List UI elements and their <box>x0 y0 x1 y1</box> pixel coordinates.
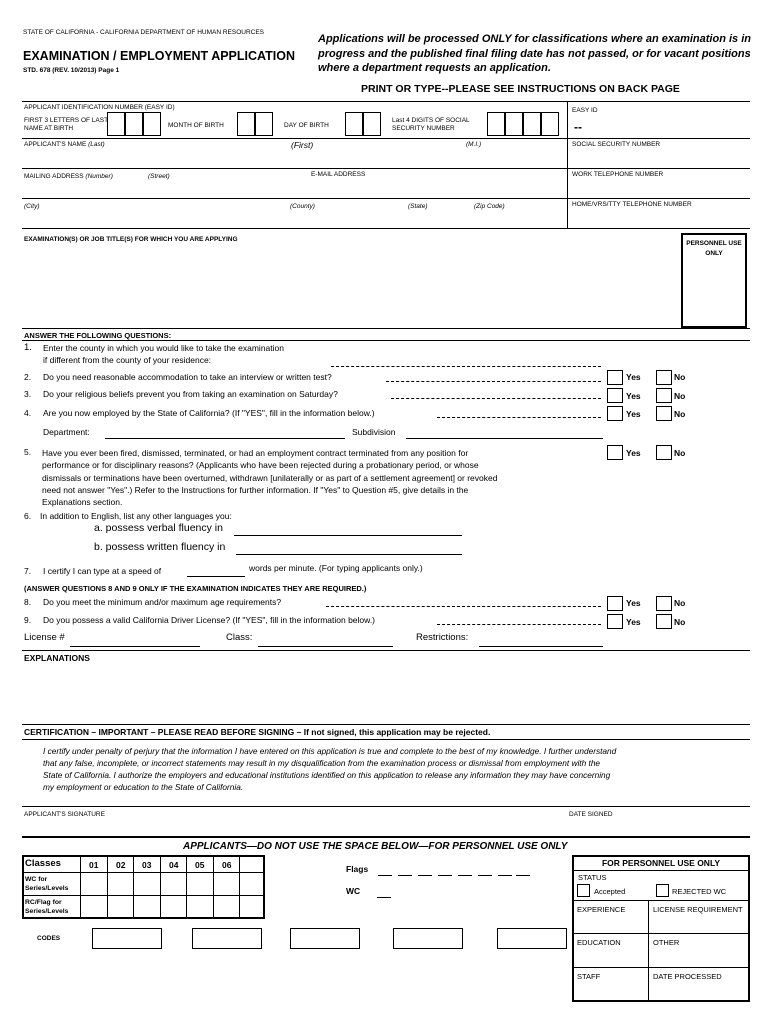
class-label: Class: <box>226 632 253 643</box>
row-divider <box>22 806 750 807</box>
ssn4-label: Last 4 DIGITS OF SOCIAL SECURITY NUMBER <box>392 117 470 132</box>
q3-text: Do your religious beliefs prevent you from taking an examination on Saturday? <box>43 389 338 399</box>
class-col-01: 01 <box>89 860 99 870</box>
restrictions-label: Restrictions: <box>416 632 469 643</box>
department-label: Department: <box>43 427 90 437</box>
q5-yes-label: Yes <box>626 448 641 458</box>
q3-no-checkbox[interactable] <box>656 388 672 403</box>
q3-yes-label: Yes <box>626 391 641 401</box>
agency-name: STATE OF CALIFORNIA - CALIFORNIA DEPARTMENT OF HUMAN RESOURCES <box>23 29 265 36</box>
ssn-label: SOCIAL SECURITY NUMBER <box>572 141 661 148</box>
q7-number: 7. <box>24 566 32 576</box>
flag-slot[interactable] <box>418 875 432 876</box>
day-label: DAY OF BIRTH <box>284 122 329 129</box>
class-col-02: 02 <box>116 860 126 870</box>
certification-line: State of California. I authorize the employers and educational institutions identified on this application to release any information they may have concerning <box>43 770 611 780</box>
classes-col-divider <box>80 855 81 919</box>
grid-top-border <box>22 101 750 102</box>
experience-label: EXPERIENCE <box>577 905 626 914</box>
q4-no-checkbox[interactable] <box>656 406 672 421</box>
flag-slot[interactable] <box>478 875 492 876</box>
form-number: STD. 678 (REV. 10/2013) Page 1 <box>23 67 120 74</box>
q5-yes-checkbox[interactable] <box>607 445 623 460</box>
flags-label: Flags <box>346 864 369 874</box>
ssn4-digit-2[interactable] <box>505 112 523 136</box>
q9-no-checkbox[interactable] <box>656 614 672 629</box>
rc-flag-label: RC/Flag for Series/Levels <box>25 899 69 915</box>
certification-line: that any false, incomplete, or incorrect statements may result in my disqualification from the examination process or dismissal from employment with the <box>43 758 601 768</box>
ssn4-digit-1[interactable] <box>487 112 505 136</box>
subdivision-field[interactable] <box>406 438 603 439</box>
zip-label: (Zip Code) <box>474 203 505 210</box>
q9-text: Do you possess a valid California Driver License? (If "YES", fill in the information below.) <box>43 615 376 625</box>
panel-divider <box>572 870 750 871</box>
panel-divider <box>572 967 750 968</box>
form-title: EXAMINATION / EMPLOYMENT APPLICATION <box>23 49 295 63</box>
flag-slot[interactable] <box>458 875 472 876</box>
code-box[interactable] <box>290 928 360 949</box>
q2-yes-checkbox[interactable] <box>607 370 623 385</box>
ssn4-digit-3[interactable] <box>523 112 541 136</box>
q2-no-checkbox[interactable] <box>656 370 672 385</box>
row-divider <box>22 650 750 651</box>
signature-field[interactable] <box>140 808 560 832</box>
certification-text <box>43 745 748 793</box>
q9-leader <box>437 624 601 625</box>
q2-yes-label: Yes <box>626 372 641 382</box>
q6b-field[interactable] <box>236 554 462 555</box>
first3-label: FIRST 3 LETTERS OF LAST NAME AT BIRTH <box>24 117 108 132</box>
education-label: EDUCATION <box>577 938 621 947</box>
accepted-label: Accepted <box>594 887 626 896</box>
row-divider <box>22 228 750 229</box>
q3-leader <box>391 398 601 399</box>
mailing-street: (Street) <box>148 173 170 180</box>
classes-col-divider <box>160 855 161 919</box>
row-divider <box>22 724 750 725</box>
q5-line: performance or for disciplinary reasons? (Applicants who have been rejected during a probationary period, or whose <box>42 460 479 471</box>
q4-no-label: No <box>674 409 686 419</box>
license-requirement-label: LICENSE REQUIREMENT <box>653 905 743 914</box>
q8-number: 8. <box>24 597 32 607</box>
q8-no-checkbox[interactable] <box>656 596 672 611</box>
q5-number: 5. <box>24 447 32 457</box>
q8-yes-checkbox[interactable] <box>607 596 623 611</box>
license-class-field[interactable] <box>258 646 393 647</box>
flag-slot[interactable] <box>378 875 392 876</box>
panel-divider <box>572 933 750 934</box>
q2-leader <box>386 381 601 382</box>
classes-row-divider <box>22 872 265 873</box>
q5-line: Explanations section. <box>42 497 123 508</box>
q9-number: 9. <box>24 615 32 625</box>
mailing-label-text: MAILING ADDRESS <box>24 173 84 180</box>
certification-line: my employment or education to the State of California. <box>43 782 244 792</box>
q1-line2: if different from the county of your residence: <box>43 355 212 365</box>
status-label: STATUS <box>578 873 607 882</box>
classes-row-divider <box>22 895 265 896</box>
q9-yes-label: Yes <box>626 617 641 627</box>
q8-yes-label: Yes <box>626 598 641 608</box>
other-label: OTHER <box>653 938 680 947</box>
mailing-number: (Number) <box>85 173 113 180</box>
q4-number: 4. <box>24 408 32 418</box>
q3-number: 3. <box>24 389 32 399</box>
name-first: (First) <box>291 140 314 150</box>
name-label-text: APPLICANT'S NAME <box>24 141 87 148</box>
q8-leader <box>326 606 601 607</box>
q2-no-label: No <box>674 372 686 382</box>
code-box[interactable] <box>497 928 567 949</box>
q5-text <box>42 447 602 508</box>
q6-text: In addition to English, list any other languages you: <box>40 511 232 521</box>
q3-no-label: No <box>674 391 686 401</box>
wc-label: WC <box>346 886 361 896</box>
flag-slot[interactable] <box>438 875 452 876</box>
classes-col-divider <box>239 855 240 919</box>
classes-col-divider <box>107 855 108 919</box>
panel-col-divider <box>648 900 649 1002</box>
personnel-panel-title: FOR PERSONNEL USE ONLY <box>601 858 721 868</box>
q4-yes-label: Yes <box>626 409 641 419</box>
row-divider <box>22 198 750 199</box>
grid-right-divider <box>567 101 568 228</box>
date-signed-field[interactable] <box>640 808 748 832</box>
easy-id-label: EASY ID <box>572 107 598 114</box>
q7-wpm-field[interactable] <box>187 576 245 577</box>
q5-line: need not answer "Yes".) Refer to the Instructions for further information. If "Yes" to Question #5, give details in the <box>42 484 469 495</box>
q8-no-label: No <box>674 598 686 608</box>
county-label: (County) <box>290 203 315 210</box>
work-phone-label: WORK TELEPHONE NUMBER <box>572 171 664 178</box>
personnel-banner: APPLICANTS—DO NOT USE THE SPACE BELOW—FOR PERSONNEL USE ONLY <box>183 841 568 852</box>
wc-series-label: WC for Series/Levels <box>25 876 69 892</box>
code-box[interactable] <box>92 928 162 949</box>
classes-label: Classes <box>25 858 61 869</box>
q6b-label: b. possess written fluency in <box>94 541 226 553</box>
first3-letter-3[interactable] <box>143 112 161 136</box>
row-divider <box>22 138 750 139</box>
explanations-field[interactable] <box>24 666 748 722</box>
easy-id-value[interactable]: -- <box>574 120 582 134</box>
q3-yes-checkbox[interactable] <box>607 388 623 403</box>
q89-heading: (ANSWER QUESTIONS 8 AND 9 ONLY IF THE EXAMINATION INDICATES THEY ARE REQUIRED.) <box>24 584 367 593</box>
row-divider <box>22 328 750 329</box>
q9-no-label: No <box>674 617 686 627</box>
wc-slot[interactable] <box>377 897 391 898</box>
classes-col-divider <box>133 855 134 919</box>
ssn4-digit-4[interactable] <box>541 112 559 136</box>
q4-yes-checkbox[interactable] <box>607 406 623 421</box>
classes-col-divider <box>213 855 214 919</box>
classes-col-divider <box>186 855 187 919</box>
q4-leader <box>437 417 601 418</box>
row-divider <box>22 739 750 740</box>
flag-slot[interactable] <box>498 875 512 876</box>
q5-line: Have you ever been fired, dismissed, terminated, or had an employment contract terminated from any position for <box>42 448 469 458</box>
q6a-field[interactable] <box>234 535 462 536</box>
q5-no-checkbox[interactable] <box>656 445 672 460</box>
rejected-wc-checkbox[interactable] <box>656 884 669 897</box>
q4-text: Are you now employed by the State of California? (If "YES", fill in the information below.) <box>43 408 375 418</box>
rejected-wc-label: REJECTED WC <box>672 887 727 896</box>
certification-heading: CERTIFICATION – IMPORTANT – PLEASE READ BEFORE SIGNING – If not signed, this application may be rejected. <box>24 727 491 737</box>
staff-label: STAFF <box>577 972 601 981</box>
date-processed-label: DATE PROCESSED <box>653 972 722 981</box>
name-mi: (M.I.) <box>466 141 482 148</box>
q5-no-label: No <box>674 448 686 458</box>
accepted-checkbox[interactable] <box>577 884 590 897</box>
applicant-id-label: APPLICANT IDENTIFICATION NUMBER (EASY ID) <box>24 104 175 111</box>
code-box[interactable] <box>393 928 463 949</box>
class-col-04: 04 <box>169 860 179 870</box>
month-digit-1[interactable] <box>237 112 255 136</box>
day-digit-2[interactable] <box>363 112 381 136</box>
restrictions-field[interactable] <box>479 646 603 647</box>
q6-number: 6. <box>24 511 32 521</box>
mailing-label <box>24 173 113 180</box>
state-label: (State) <box>408 203 428 210</box>
license-label: License # <box>24 632 65 643</box>
panel-divider <box>572 900 750 901</box>
row-divider <box>22 168 750 169</box>
questions-heading: ANSWER THE FOLLOWING QUESTIONS: <box>24 331 172 340</box>
q2-text: Do you need reasonable accommodation to take an interview or written test? <box>43 372 332 382</box>
code-box[interactable] <box>192 928 262 949</box>
exams-label: EXAMINATION(S) OR JOB TITLE(S) FOR WHICH YOU ARE APPLYING <box>24 236 238 243</box>
codes-label: CODES <box>37 935 61 942</box>
personnel-use-box <box>681 233 747 328</box>
q1-number: 1. <box>24 342 32 353</box>
processing-notice: Applications will be processed ONLY for classifications where an examination is in progress and the published final filing date has not passed, or for vacant positions where a department requests an application. <box>318 33 751 74</box>
department-field[interactable] <box>105 438 345 439</box>
row-divider <box>22 340 750 341</box>
first3-letter-2[interactable] <box>125 112 143 136</box>
class-col-05: 05 <box>195 860 205 870</box>
q2-number: 2. <box>24 372 32 382</box>
subdivision-label: Subdivision <box>352 427 396 437</box>
personnel-use-label: PERSONNEL USE ONLY <box>686 240 742 257</box>
q5-line: dismissals or terminations have been overturned, withdrawn [unilaterally or as part of a settlement agreement] or revoked <box>42 472 498 483</box>
flag-slot[interactable] <box>398 875 412 876</box>
name-label <box>24 141 105 148</box>
date-signed-label: DATE SIGNED <box>569 811 613 818</box>
home-phone-label: HOME/VRS/TTY TELEPHONE NUMBER <box>572 201 692 208</box>
q6a-label: a. possess verbal fluency in <box>94 522 223 534</box>
class-col-03: 03 <box>142 860 152 870</box>
signature-label: APPLICANT'S SIGNATURE <box>24 811 105 818</box>
q1-county-field[interactable] <box>331 366 601 367</box>
email-label: E-MAIL ADDRESS <box>311 171 366 178</box>
q1-line1: Enter the county in which you would like to take the examination <box>43 343 284 353</box>
explanations-label: EXPLANATIONS <box>24 653 90 663</box>
certification-line: I certify under penalty of perjury that the information I have entered on this application is true and complete to the best of my knowledge. I further understand <box>43 746 617 756</box>
month-digit-2[interactable] <box>255 112 273 136</box>
first3-letter-1[interactable] <box>107 112 125 136</box>
print-instruction: PRINT OR TYPE--PLEASE SEE INSTRUCTIONS ON BACK PAGE <box>361 83 680 95</box>
flag-slot[interactable] <box>516 875 530 876</box>
city-label: (City) <box>24 203 40 210</box>
license-number-field[interactable] <box>70 646 200 647</box>
month-label: MONTH OF BIRTH <box>168 122 224 129</box>
name-last: (Last) <box>88 141 105 148</box>
q8-text: Do you meet the minimum and/or maximum age requirements? <box>43 597 282 607</box>
personnel-section-border <box>22 836 750 838</box>
day-digit-1[interactable] <box>345 112 363 136</box>
q7-post: words per minute. (For typing applicants only.) <box>249 563 423 573</box>
class-col-06: 06 <box>222 860 232 870</box>
q7-pre: I certify I can type at a speed of <box>43 566 162 576</box>
q9-yes-checkbox[interactable] <box>607 614 623 629</box>
